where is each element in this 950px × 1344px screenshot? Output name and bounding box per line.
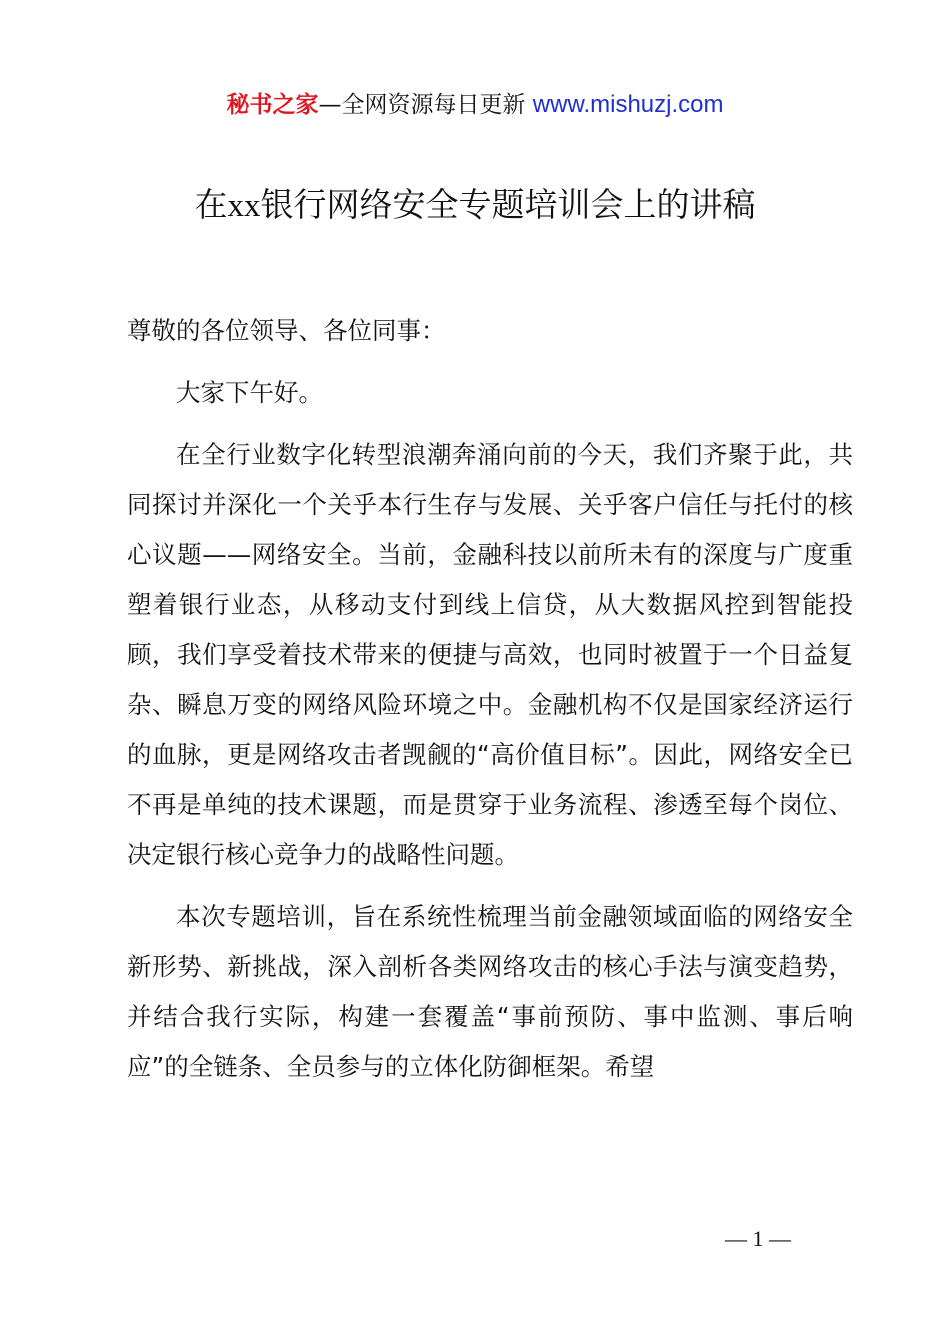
salutation: 尊敬的各位领导、各位同事： [127,316,446,345]
title-prefix: 在 [194,185,228,224]
paragraph-intro: 在全行业数字化转型浪潮奔涌向前的今天，我们齐聚于此，共同探讨并深化一个关乎本行生存与发展、关乎客户信任与托付的核心议题——网络安全。当前，金融科技以前所未有的深度与广度重塑着银行业态，从移动支付到线上信贷，从大数据风控到智能投顾，我们享受着技术带来的便捷与高效，也同时被置于一个日益复杂、瞬息万变的网络风险环境之中。金融机构不仅是国家经济运行的血脉，更是网络攻击者觊觎的“高价值目标”。因此，网络安全已不再是单纯的技术课题，而是贯穿于业务流程、渗透至每个岗位、决定银行核心竞争力的战略性问题。 [127,440,853,869]
document-title [0,180,950,231]
paragraph-purpose: 本次专题培训，旨在系统性梳理当前金融领域面临的网络安全新形势、新挑战，深入剖析各类网络攻击的核心手法与演变趋势，并结合我行实际，构建一套覆盖“事前预防、事中监测、事后响应”的全链条、全员参与的立体化防御框架。希望 [127,902,853,1081]
site-url-link[interactable]: www.mishuzj.com [532,91,724,118]
brand-name: 秘书之家 [226,92,319,118]
title-suffix: 银行网络安全专题培训会上的讲稿 [260,185,756,224]
header-slogan: —全网资源每日更新 [318,92,533,118]
document-body [127,306,853,1104]
paragraph-greeting: 大家下午好。 [176,378,323,407]
title-placeholder: xx [227,188,261,224]
page-number: — 1 — [725,1226,791,1251]
site-header [0,88,950,122]
